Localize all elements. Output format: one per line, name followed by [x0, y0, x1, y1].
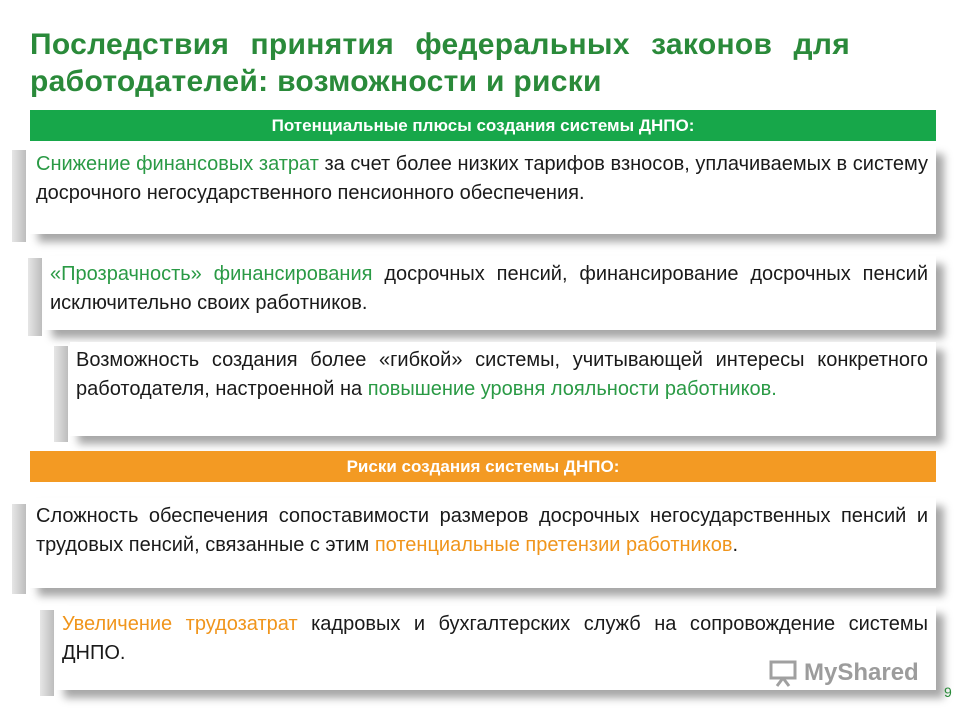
decorative-stripe [12, 150, 26, 242]
risk-item-1-end: . [732, 534, 739, 556]
risk-item-2-text: кадровых и бухгалтерских служб на сопровождение системы ДНПО. [62, 613, 928, 664]
watermark-text: MyShared [804, 659, 919, 686]
plus-item-1-text: за счет более низких тарифов взносов, уплачиваемых в систему досрочного негосударственного пенсионного обеспечения. [36, 153, 928, 204]
risks-header: Риски создания системы ДНПО: [30, 451, 936, 482]
slide-title-line-1: Последствия принятия федеральных законов для [30, 28, 851, 61]
watermark-logo [768, 656, 919, 690]
plus-item-3 [70, 342, 936, 436]
risk-item-2-highlight: Увеличение трудозатрат [62, 613, 298, 635]
decorative-stripe [12, 504, 26, 594]
decorative-stripe [40, 610, 54, 696]
risk-item-1-highlight: потенциальные претензии работников [374, 534, 733, 556]
plus-item-3-text: Возможность создания более «гибкой» системы, учитывающей интересы конкретного работодателя, настроенной на [76, 349, 928, 400]
decorative-stripe [28, 258, 42, 336]
slide-title-line-2: работодателей: возможности и риски [30, 65, 602, 98]
plus-item-2 [44, 256, 936, 330]
plus-item-2-highlight: «Прозрачность» финансирования [50, 263, 373, 285]
plus-item-2-text: досрочных пенсий, финансирование досрочных пенсий исключительно своих работников. [50, 263, 929, 314]
plus-item-3-highlight: повышение уровня лояльности работников. [367, 378, 777, 400]
presentation-board-icon [768, 658, 798, 688]
plus-item-1 [30, 146, 936, 234]
risk-item-1 [30, 498, 936, 588]
pluses-header: Потенциальные плюсы создания системы ДНПО: [30, 110, 936, 141]
slide-title [30, 26, 930, 100]
risk-item-1-text: Сложность обеспечения сопоставимости размеров досрочных негосударственных пенсий и трудовых пенсий, связанные с этим [36, 505, 928, 556]
page-number: 9 [944, 684, 952, 700]
plus-item-1-highlight: Снижение финансовых затрат [36, 153, 319, 175]
decorative-stripe [54, 346, 68, 442]
